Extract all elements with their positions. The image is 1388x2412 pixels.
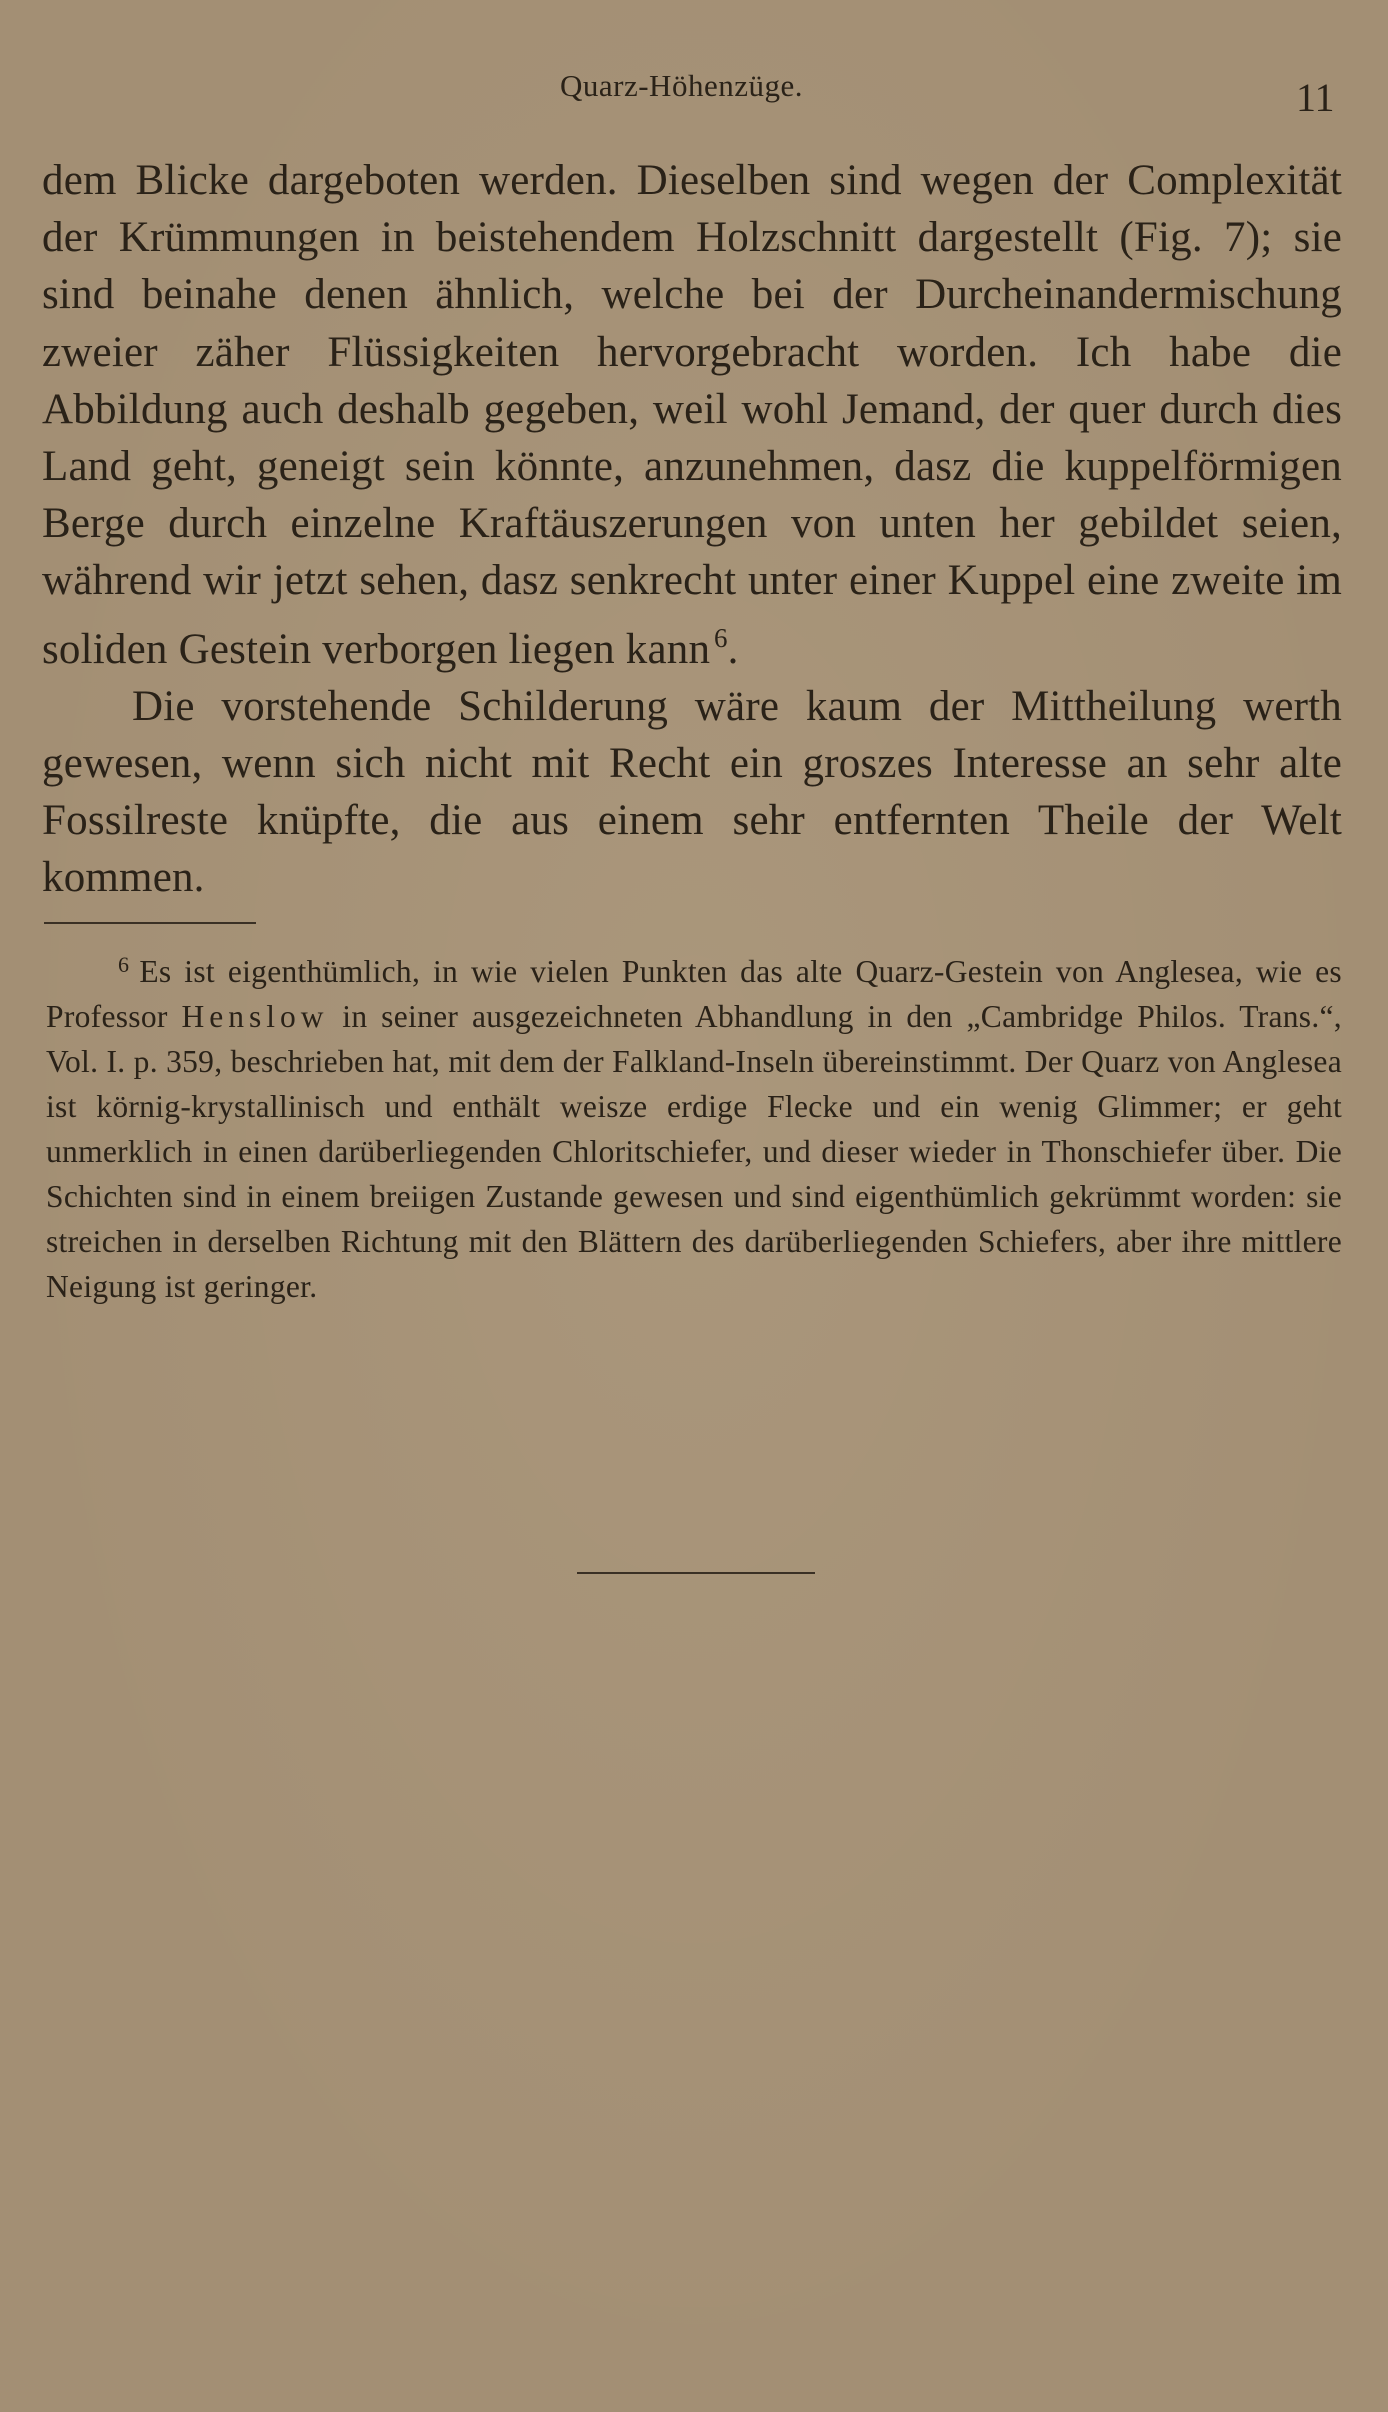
running-head bbox=[0, 68, 1388, 118]
main-text bbox=[42, 152, 1342, 907]
paragraph-1-text: dem Blicke dargeboten werden. Dieselben sind wegen der Complexität der Krümmungen in beistehendem Holzschnitt dargestellt (Fig. 7); sie sind beinahe denen ähnlich, welche bei der Durcheinandermischung zweier zäher Flüssigkeiten hervorgebracht worden. Ich habe die Abbildung auch deshalb gegeben, weil wohl Jemand, der quer durch dies Land geht, geneigt sein könnte, anzunehmen, dasz die kuppelförmigen Berge durch einzelne Kraftäuszerungen von unten her gebildet seien, während wir jetzt sehen, dasz senkrecht unter einer Kuppel eine zweite im soliden Gestein verborgen liegen kann bbox=[42, 157, 1342, 673]
paragraph-1 bbox=[42, 152, 1342, 678]
footnote-text-end: in seiner ausgezeichneten Abhandlung in den „Cambridge Philos. Trans.“, Vol. I. p. 359, beschrieben hat, mit dem der Falkland-Inseln übereinstimmt. Der Quarz von Anglesea ist körnig-krystallinisch und enthält weisze erdige Flecke und ein wenig Glimmer; er geht unmerklich in einen darüberliegenden Chloritschiefer, und dieser wieder in Thonschiefer über. Die Schichten sind in einem breiigen Zustande gewesen und sind eigenthümlich gekrümmt worden: sie streichen in derselben Richtung mit den Blättern des darüberliegenden Schiefers, aber ihre mittlere Neigung ist geringer. bbox=[46, 999, 1342, 1304]
footnote bbox=[46, 942, 1342, 1309]
page-number: 11 bbox=[1296, 75, 1335, 120]
running-title: Quarz-Höhenzüge. bbox=[560, 68, 803, 103]
footnote-separator bbox=[44, 922, 256, 924]
footnote-marker: 6 bbox=[118, 952, 130, 977]
paragraph-1-end: . bbox=[727, 625, 739, 673]
paragraph-2: Die vorstehende Schilderung wäre kaum der Mittheilung werth gewesen, wenn sich nicht mit Recht ein groszes Interesse an sehr alte Fossilreste knüpfte, die aus einem sehr entfernten Theile der Welt kommen. bbox=[42, 682, 1342, 902]
footnote-reference: 6 bbox=[713, 622, 728, 653]
footnote-author-name: Henslow bbox=[181, 999, 329, 1034]
footnote-text-start: Es ist eigenthümlich, in wie vielen Punkten das alte Quarz-Gestein von Anglesea, wie es Professor bbox=[46, 954, 1342, 1034]
section-end-rule bbox=[577, 1572, 815, 1574]
